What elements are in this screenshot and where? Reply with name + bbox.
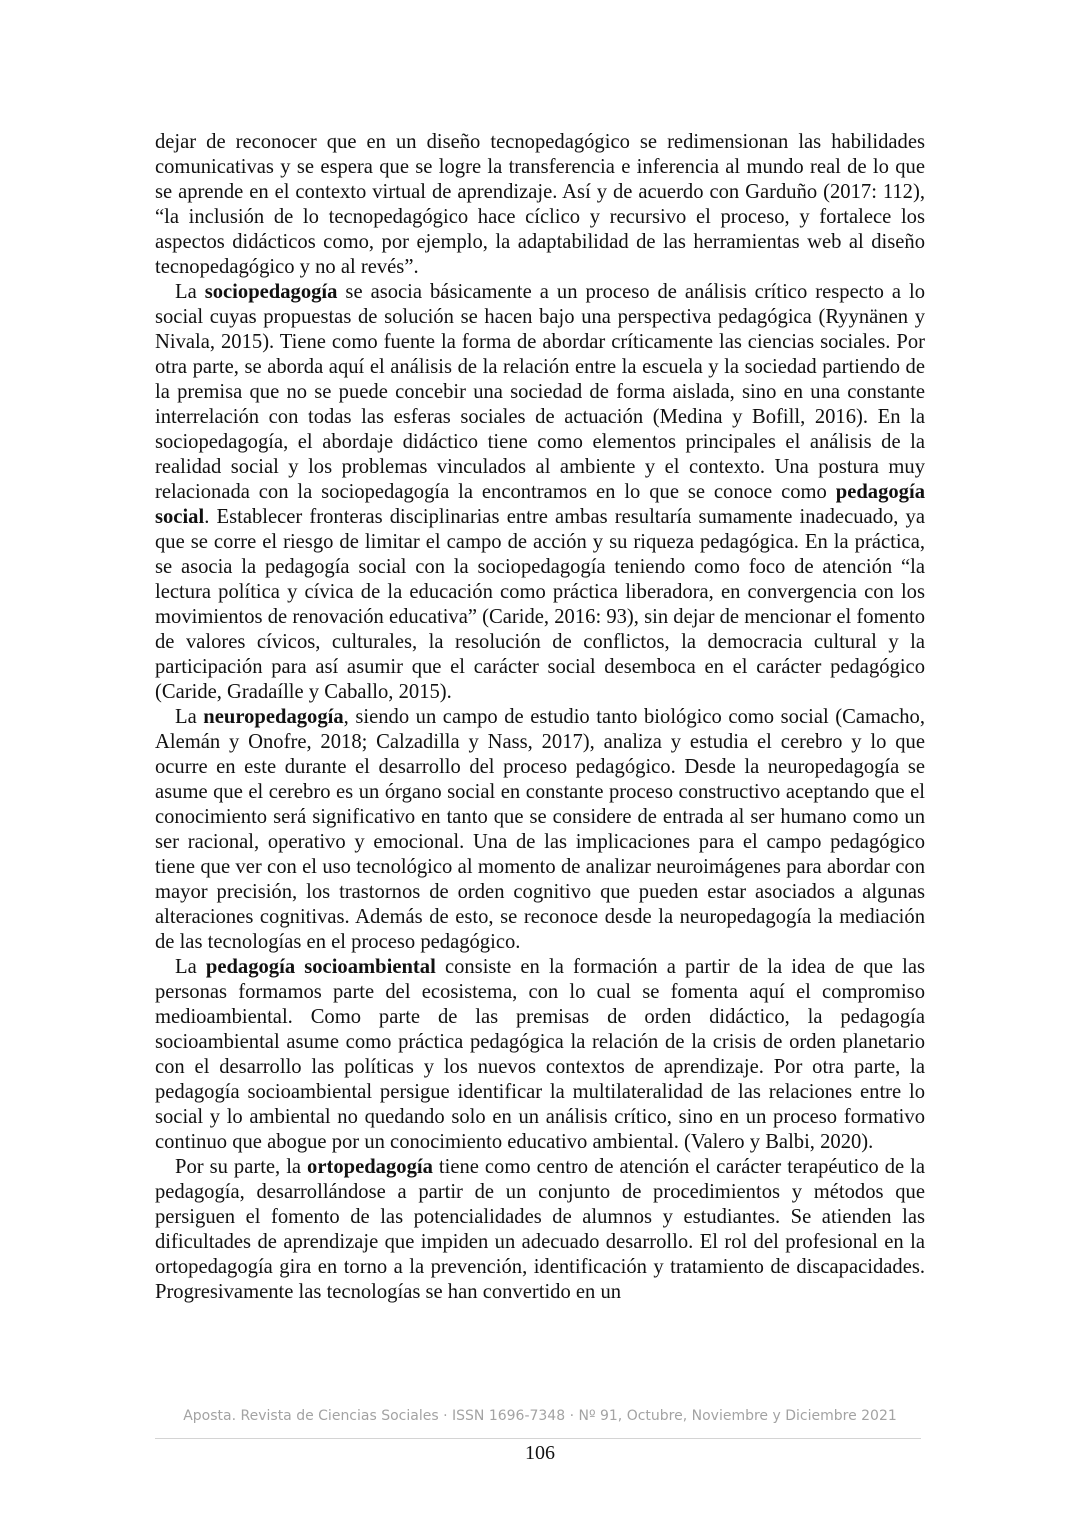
paragraph — [155, 130, 925, 280]
paragraph — [155, 705, 925, 955]
text-run: dejar de reconocer que en un diseño tecnopedagógico se redimensionan las habilidades comunicativas y se espera que se logre la transferencia e inferencia al mundo real de lo que se aprende en el contexto virtual de aprendizaje. Así y de acuerdo con Garduño (2017: 112), “la inclusión de lo tecnopedagógico hace cíclico y recursivo el proceso, y fortalece los aspectos didácticos como, por ejemplo, la adaptabilidad de las herramientas web al diseño tecnopedagógico y no al revés”. — [155, 131, 925, 278]
text-run: La — [175, 956, 206, 978]
bold-term: pedagogía social — [155, 481, 925, 528]
bold-term: sociopedagogía — [204, 281, 338, 303]
journal-footer: Aposta. Revista de Ciencias Sociales · ISSN 1696-7348 · Nº 91, Octubre, Noviembre y Diciembre 2021 — [183, 1408, 897, 1424]
bold-term: neuropedagogía — [203, 706, 344, 728]
bold-term: pedagogía socioambiental — [205, 956, 436, 978]
text-run: La — [175, 281, 205, 303]
bold-term: ortopedagogía — [307, 1156, 433, 1178]
page-number: 106 — [525, 1442, 555, 1464]
footer-divider — [155, 1438, 921, 1439]
text-run: tiene como centro de atención el carácter terapéutico de la pedagogía, desarrollándose a partir de un conjunto de procedimientos y métodos que persiguen el fomento de las potencialidades de alumnos y estudiantes. Se atienden las dificultades de aprendizaje que impiden un adecuado desarrollo. El rol del profesional en la ortopedagogía gira en torno a la prevención, identificación y tratamiento de discapacidades. Progresivamente las tecnologías se han convertido en un — [155, 1156, 925, 1303]
text-run: se asocia básicamente a un proceso de análisis crítico respecto a lo social cuyas propuestas de solución se hacen bajo una perspectiva pedagógica (Ryynänen y Nivala, 2015). Tiene como fuente la forma de abordar críticamente las ciencias sociales. Por otra parte, se aborda aquí el análisis de la relación entre la escuela y la sociedad partiendo de la premisa que no se puede concebir una sociedad de forma aislada, sino en una constante interrelación con todas las esferas sociales de actuación (Medina y Bofill, 2016). En la sociopedagogía, el abordaje didáctico tiene como elementos principales el análisis de la realidad social y los problemas vinculados al ambiente y el contexto. Una postura muy relacionada con la sociopedagogía la encontramos en lo que se conoce como — [155, 281, 925, 503]
paragraph — [155, 955, 925, 1155]
text-run: , siendo un campo de estudio tanto biológico como social (Camacho, Alemán y Onofre, 2018; Calzadilla y Nass, 2017), analiza y estudia el cerebro y lo que ocurre en este durante el desarrollo del proceso pedagógico. Desde la neuropedagogía se asume que el cerebro es un órgano social en constante proceso constructivo aceptando que el conocimiento será significativo en tanto que se considere de entrada al ser humano como un ser racional, operativo y emocional. Una de las implicaciones para el campo pedagógico tiene que ver con el uso tecnológico al momento de analizar neuroimágenes para abordar con mayor precisión, los trastornos de orden cognitivo que pueden estar asociados a algunas alteraciones cognitivas. Además de esto, se reconoce desde la neuropedagogía la mediación de las tecnologías en el proceso pedagógico. — [155, 706, 926, 953]
text-run: Por su parte, la — [175, 1156, 308, 1178]
text-run: La — [175, 706, 204, 728]
paragraph — [155, 280, 925, 705]
text-run: . Establecer fronteras disciplinarias entre ambas resultaría sumamente inadecuado, ya que se corre el riesgo de limitar el campo de acción y su riqueza pedagógica. En la práctica, se asocia la pedagogía social con la sociopedagogía teniendo como foco de atención “la lectura política y cívica de la educación como práctica liberadora, en convergencia con los movimientos de renovación educativa” (Caride, 2016: 93), sin dejar de mencionar el fomento de valores cívicos, culturales, la resolución de conflictos, la democracia cultural y la participación para así asumir que el carácter social desemboca en el carácter pedagógico (Caride, Gradaílle y Caballo, 2015). — [155, 506, 925, 703]
text-run: consiste en la formación a partir de la idea de que las personas formamos parte del ecosistema, con lo cual se fomenta aquí el compromiso medioambiental. Como parte de las premisas de orden didáctico, la pedagogía socioambiental asume como práctica pedagógica la relación de la crisis de orden planetario con el desarrollo las políticas y los nuevos contextos de aprendizaje. Por otra parte, la pedagogía socioambiental persigue identificar la multilateralidad de las relaciones entre lo social y lo ambiental no quedando solo en un análisis crítico, sino en un proceso formativo continuo que abogue por un conocimiento educativo ambiental. (Valero y Balbi, 2020). — [155, 956, 925, 1153]
paragraph — [155, 1155, 925, 1305]
body-text — [155, 130, 925, 1305]
